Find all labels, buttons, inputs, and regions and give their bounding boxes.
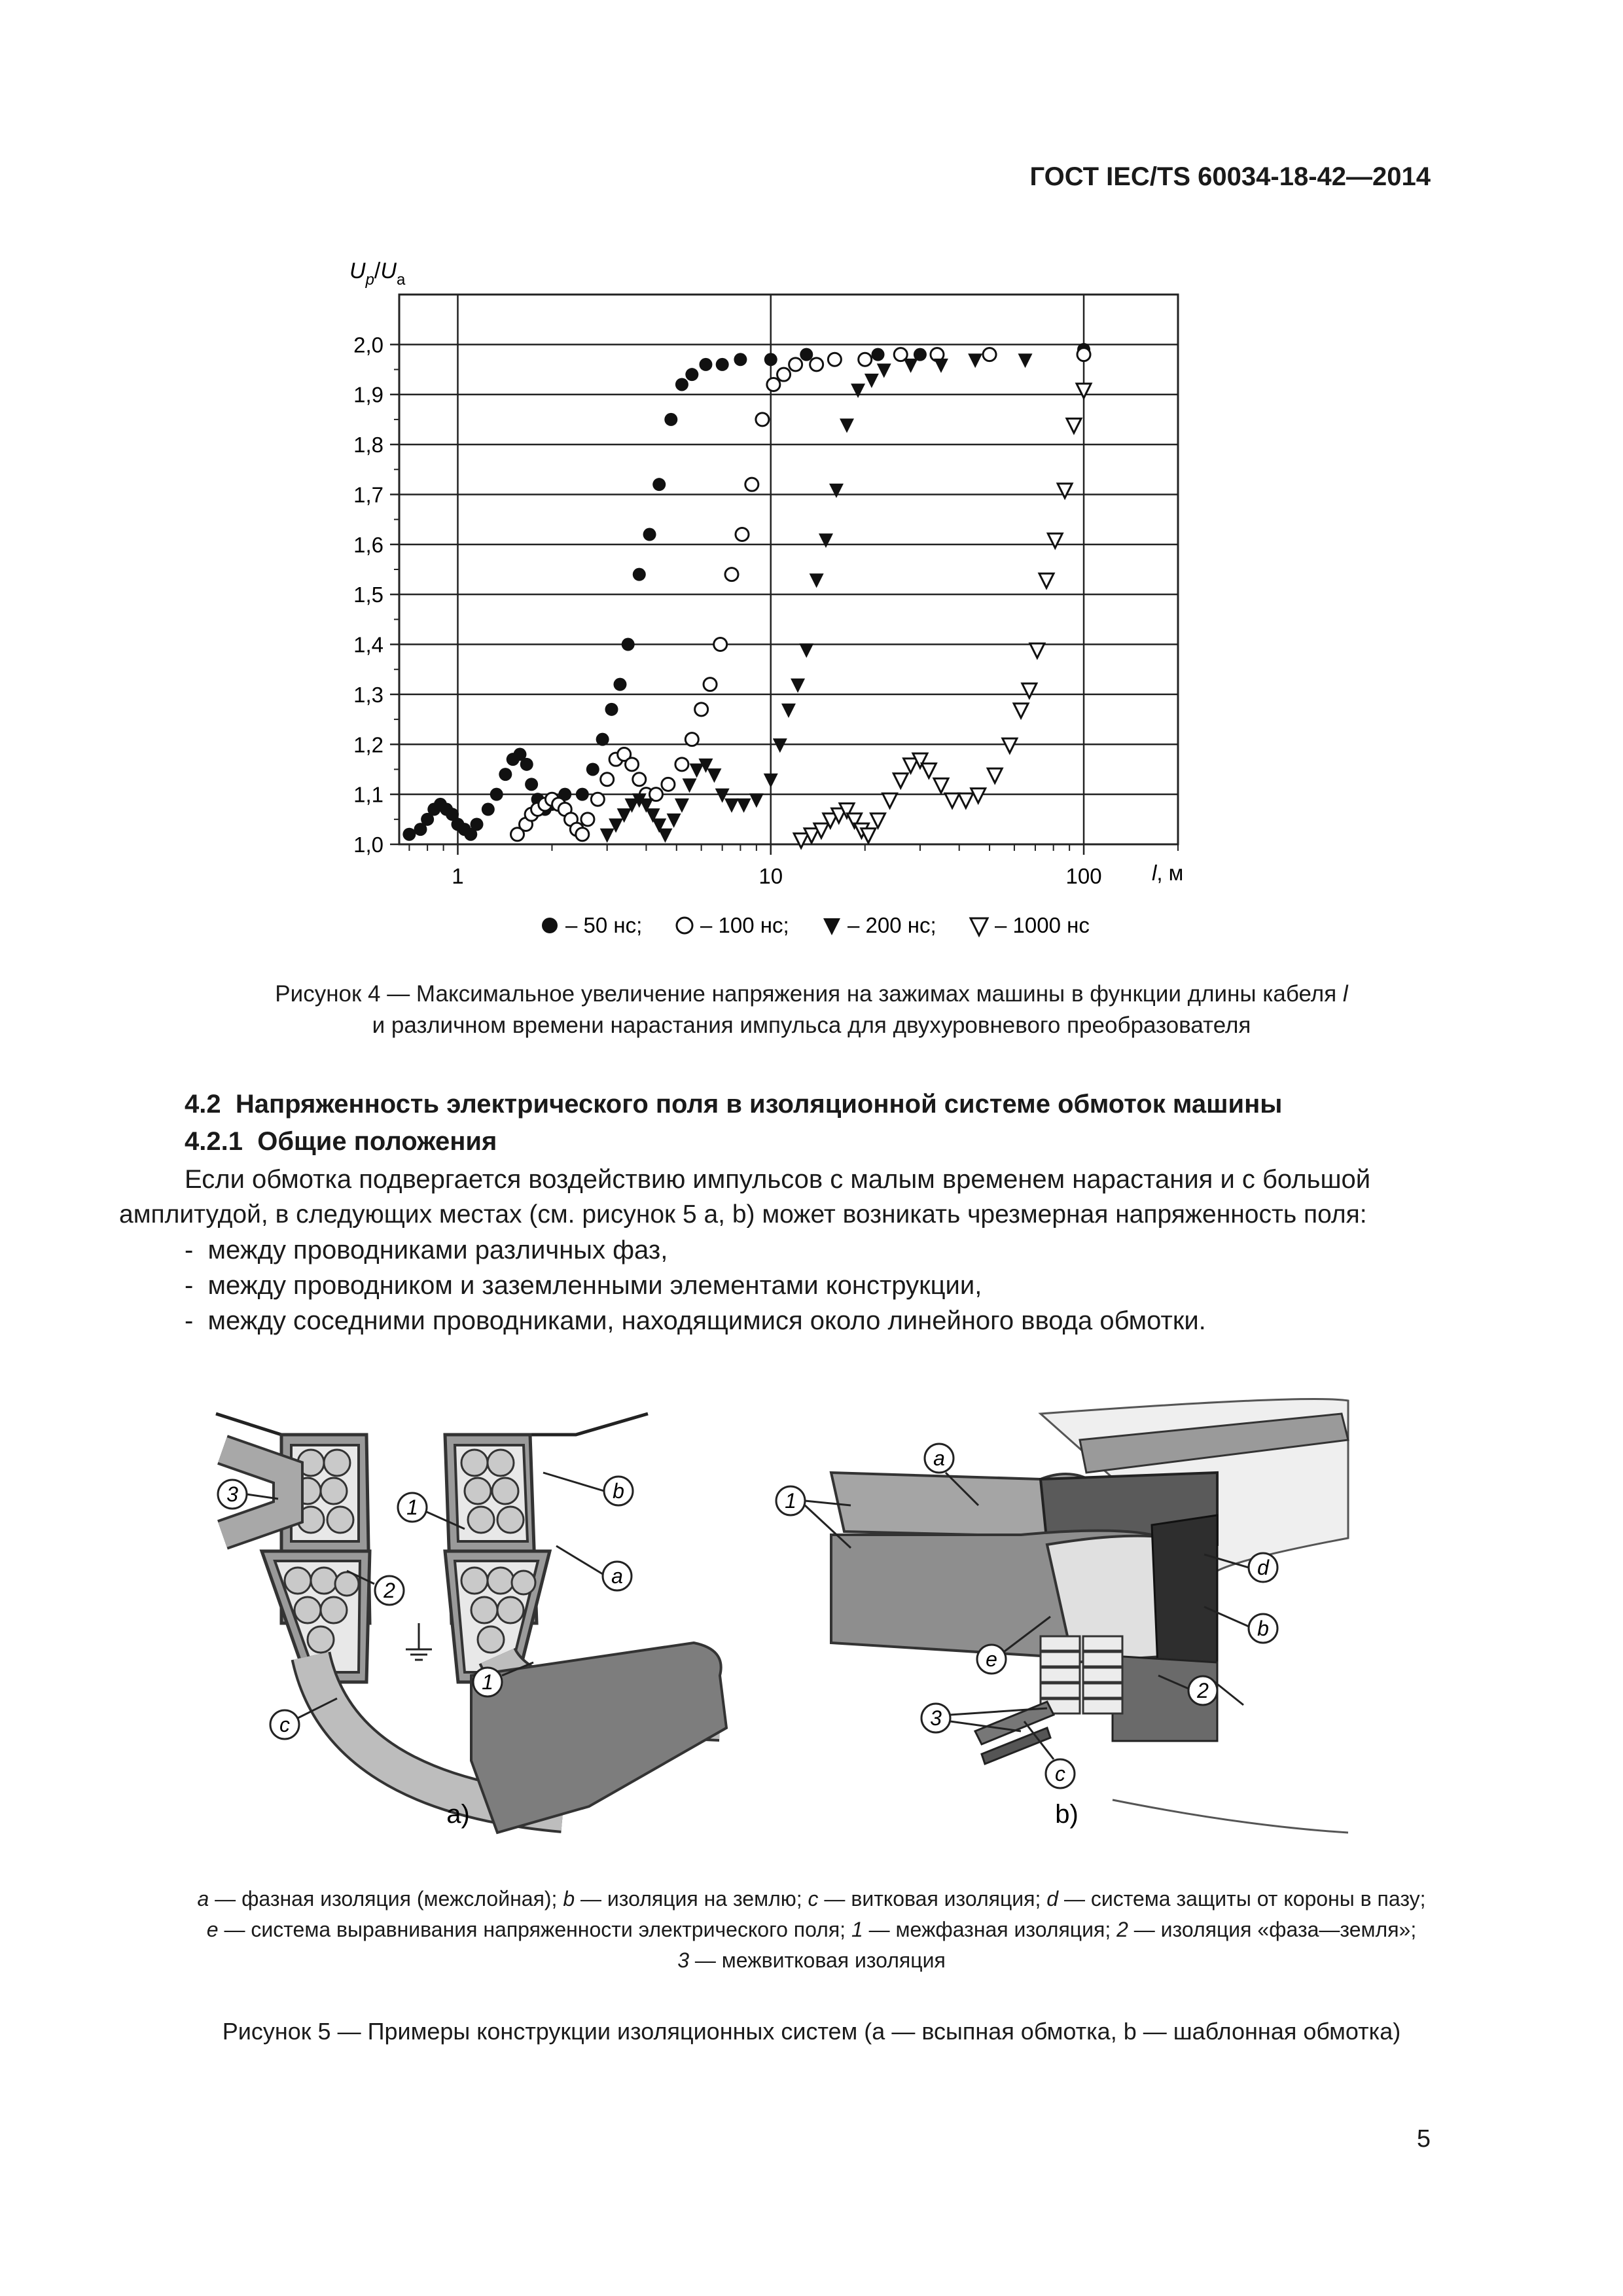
y-tick-label: 1,0 xyxy=(353,833,383,857)
data-point-1000ns xyxy=(883,793,897,808)
paragraph-line1: Если обмотка подвергается воздействию импульсов с малым временем нарастания и с большой xyxy=(185,1165,1371,1194)
data-point-100ns xyxy=(1077,348,1090,361)
data-point-100ns xyxy=(601,773,614,786)
data-point-200ns xyxy=(773,738,787,753)
figure4-caption-line2: и различном времени нарастания импульса для двухуровневого преобразователя xyxy=(372,1013,1251,1038)
data-point-100ns xyxy=(662,778,675,791)
label-a: a xyxy=(933,1446,945,1470)
data-point-1000ns xyxy=(971,789,986,803)
data-point-50ns xyxy=(605,703,618,716)
data-point-1000ns xyxy=(1067,419,1081,433)
data-point-50ns xyxy=(402,828,416,841)
data-point-200ns xyxy=(819,533,833,548)
label-b: b xyxy=(613,1479,624,1503)
label-a: a xyxy=(611,1564,623,1588)
chart-legend xyxy=(542,913,1090,937)
data-point-50ns xyxy=(613,678,626,691)
y-tick-label: 1,7 xyxy=(353,482,383,507)
subsection-heading: 4.2.1 Общие положения xyxy=(185,1127,497,1156)
y-tick-label: 1,1 xyxy=(353,782,383,807)
figure4-caption xyxy=(0,978,1623,1041)
label-1: 1 xyxy=(406,1496,418,1519)
data-point-1000ns xyxy=(945,793,959,808)
subfigure-a-label: a) xyxy=(446,1800,470,1829)
x-axis-label: l, м xyxy=(1152,861,1184,885)
data-point-1000ns xyxy=(1058,484,1072,498)
data-point-100ns xyxy=(633,773,646,786)
data-point-50ns xyxy=(699,358,712,371)
data-point-200ns xyxy=(968,353,982,368)
data-point-200ns xyxy=(934,359,948,373)
data-point-50ns xyxy=(482,803,495,816)
data-point-1000ns xyxy=(1077,384,1091,398)
data-point-1000ns xyxy=(794,833,808,848)
data-point-200ns xyxy=(1018,353,1033,368)
data-point-50ns xyxy=(716,358,729,371)
data-point-50ns xyxy=(471,817,484,831)
data-point-100ns xyxy=(581,813,594,826)
figure5-legend: a — фазная изоляция (межслойная); b — изоляция на землю; c — витковая изоляция; d — система защиты от короны в пазу; e — система выравнивания напряженности электрического поля; 1 — межфазная изоляция; 2 — изоляция «фаза—земля»; 3 — межвитковая изоляция xyxy=(197,1887,1426,1972)
label-c: c xyxy=(279,1713,290,1736)
data-point-50ns xyxy=(576,788,589,801)
data-point-100ns xyxy=(695,703,708,716)
x-tick-label: 1 xyxy=(452,864,464,888)
data-point-100ns xyxy=(756,413,769,426)
data-point-50ns xyxy=(586,762,599,776)
data-point-200ns xyxy=(840,419,854,433)
document-id: ГОСТ IEC/TS 60034-18-42—2014 xyxy=(1029,162,1431,191)
legend-marker xyxy=(971,918,988,935)
y-axis-label: $U_p/U_a$ xyxy=(349,259,406,289)
figure4-caption-var: l xyxy=(1342,981,1348,1007)
data-point-100ns xyxy=(789,358,802,371)
label-3: 3 xyxy=(226,1482,238,1506)
label-d: d xyxy=(1257,1556,1269,1579)
data-point-200ns xyxy=(851,384,865,398)
data-point-200ns xyxy=(810,573,824,588)
data-point-1000ns xyxy=(988,768,1002,783)
y-tick-label: 1,8 xyxy=(353,433,383,457)
data-point-1000ns xyxy=(1003,738,1017,753)
data-point-100ns xyxy=(767,378,780,391)
x-tick-label: 10 xyxy=(758,864,783,888)
legend-marker xyxy=(823,918,840,935)
subfigure-b-label: b) xyxy=(1055,1800,1079,1829)
data-point-50ns xyxy=(596,733,609,746)
data-point-200ns xyxy=(690,763,704,778)
legend-marker xyxy=(542,918,558,933)
bullet-item: - между проводником и заземленными элементами конструкции, xyxy=(185,1271,982,1300)
legend-label: – 50 нс; xyxy=(565,913,643,937)
y-tick-label: 2,0 xyxy=(353,332,383,357)
label-3: 3 xyxy=(930,1706,942,1730)
data-point-200ns xyxy=(667,814,681,828)
data-point-1000ns xyxy=(1048,533,1062,548)
x-tick-label: 100 xyxy=(1065,864,1102,888)
label-b: b xyxy=(1257,1617,1269,1640)
y-tick-label: 1,3 xyxy=(353,682,383,707)
label-1: 1 xyxy=(482,1670,493,1694)
y-tick-label: 1,2 xyxy=(353,732,383,757)
data-point-50ns xyxy=(499,768,512,781)
legend-label: – 200 нс; xyxy=(847,913,936,937)
data-point-200ns xyxy=(724,798,739,813)
data-point-50ns xyxy=(652,478,666,491)
data-point-50ns xyxy=(872,348,885,361)
data-point-200ns xyxy=(675,798,689,813)
data-point-50ns xyxy=(520,758,533,771)
paragraph-line2: амплитудой, в следующих местах (см. рисунок 5 а, b) может возникать чрезмерная напряженность поля: xyxy=(119,1200,1367,1229)
data-point-100ns xyxy=(777,368,791,381)
data-point-50ns xyxy=(622,638,635,651)
data-point-1000ns xyxy=(1030,643,1044,658)
data-point-200ns xyxy=(877,364,891,378)
random-wound-diagram xyxy=(216,1414,726,1833)
page-number: 5 xyxy=(1416,2125,1431,2153)
data-point-100ns xyxy=(859,353,872,366)
data-point-100ns xyxy=(591,793,604,806)
data-point-200ns xyxy=(658,829,672,843)
y-tick-label: 1,9 xyxy=(353,382,383,407)
label-c: c xyxy=(1055,1762,1065,1785)
data-point-50ns xyxy=(490,788,503,801)
data-point-1000ns xyxy=(1022,683,1037,698)
data-point-50ns xyxy=(675,378,688,391)
data-point-50ns xyxy=(643,528,656,541)
chart-marks xyxy=(402,343,1091,848)
data-point-100ns xyxy=(704,678,717,691)
data-point-100ns xyxy=(745,478,758,491)
data-point-50ns xyxy=(633,568,646,581)
data-point-100ns xyxy=(828,353,841,366)
data-point-100ns xyxy=(736,528,749,541)
data-point-200ns xyxy=(737,798,751,813)
y-tick-label: 1,4 xyxy=(353,632,383,657)
data-point-100ns xyxy=(675,758,688,771)
data-point-200ns xyxy=(799,643,813,658)
legend-marker xyxy=(677,918,692,933)
data-point-1000ns xyxy=(921,763,936,778)
data-point-100ns xyxy=(626,758,639,771)
data-point-1000ns xyxy=(959,793,973,808)
data-point-100ns xyxy=(685,733,698,746)
data-point-50ns xyxy=(664,413,677,426)
legend-label: – 1000 нс xyxy=(995,913,1090,937)
data-point-50ns xyxy=(764,353,777,366)
data-point-200ns xyxy=(683,778,697,793)
data-point-200ns xyxy=(600,829,615,843)
data-point-200ns xyxy=(707,768,721,783)
data-point-100ns xyxy=(983,348,996,361)
label-e: e xyxy=(986,1647,997,1671)
data-point-200ns xyxy=(791,679,805,693)
data-point-200ns xyxy=(764,774,778,788)
section-heading: 4.2 Напряженность электрического поля в изоляционной системе обмоток машины xyxy=(185,1090,1283,1119)
data-point-200ns xyxy=(865,374,879,388)
data-point-200ns xyxy=(829,484,844,498)
figure5-caption: Рисунок 5 — Примеры конструкции изоляционных систем (а — всыпная обмотка, b — шаблонная обмотка) xyxy=(222,2018,1401,2045)
legend-label: – 100 нс; xyxy=(700,913,789,937)
data-point-200ns xyxy=(749,793,764,808)
data-point-100ns xyxy=(576,828,589,841)
label-1: 1 xyxy=(785,1489,796,1513)
data-point-200ns xyxy=(904,359,918,373)
data-point-50ns xyxy=(800,348,813,361)
y-tick-label: 1,5 xyxy=(353,583,383,607)
figure5-illustration xyxy=(0,1374,1623,1846)
data-point-50ns xyxy=(685,368,698,381)
data-point-50ns xyxy=(734,353,747,366)
data-point-50ns xyxy=(525,778,538,791)
data-point-200ns xyxy=(781,704,796,718)
data-point-1000ns xyxy=(934,778,948,793)
bullet-item: - между соседними проводниками, находящимися около линейного ввода обмотки. xyxy=(185,1306,1206,1335)
data-point-1000ns xyxy=(1039,573,1054,588)
data-point-1000ns xyxy=(1014,704,1028,718)
label-2: 2 xyxy=(383,1579,395,1602)
data-point-1000ns xyxy=(893,774,908,788)
label-2: 2 xyxy=(1197,1679,1209,1702)
data-point-1000ns xyxy=(871,814,885,828)
data-point-100ns xyxy=(714,638,727,651)
figure4-caption-line1: Рисунок 4 — Максимальное увеличение напряжения на зажимах машины в функции длины кабеля xyxy=(275,981,1337,1007)
y-tick-label: 1,6 xyxy=(353,532,383,557)
data-point-100ns xyxy=(810,358,823,371)
bullet-item: - между проводниками различных фаз, xyxy=(185,1236,668,1265)
data-point-100ns xyxy=(725,568,738,581)
voltage-ratio-chart xyxy=(0,0,1623,969)
